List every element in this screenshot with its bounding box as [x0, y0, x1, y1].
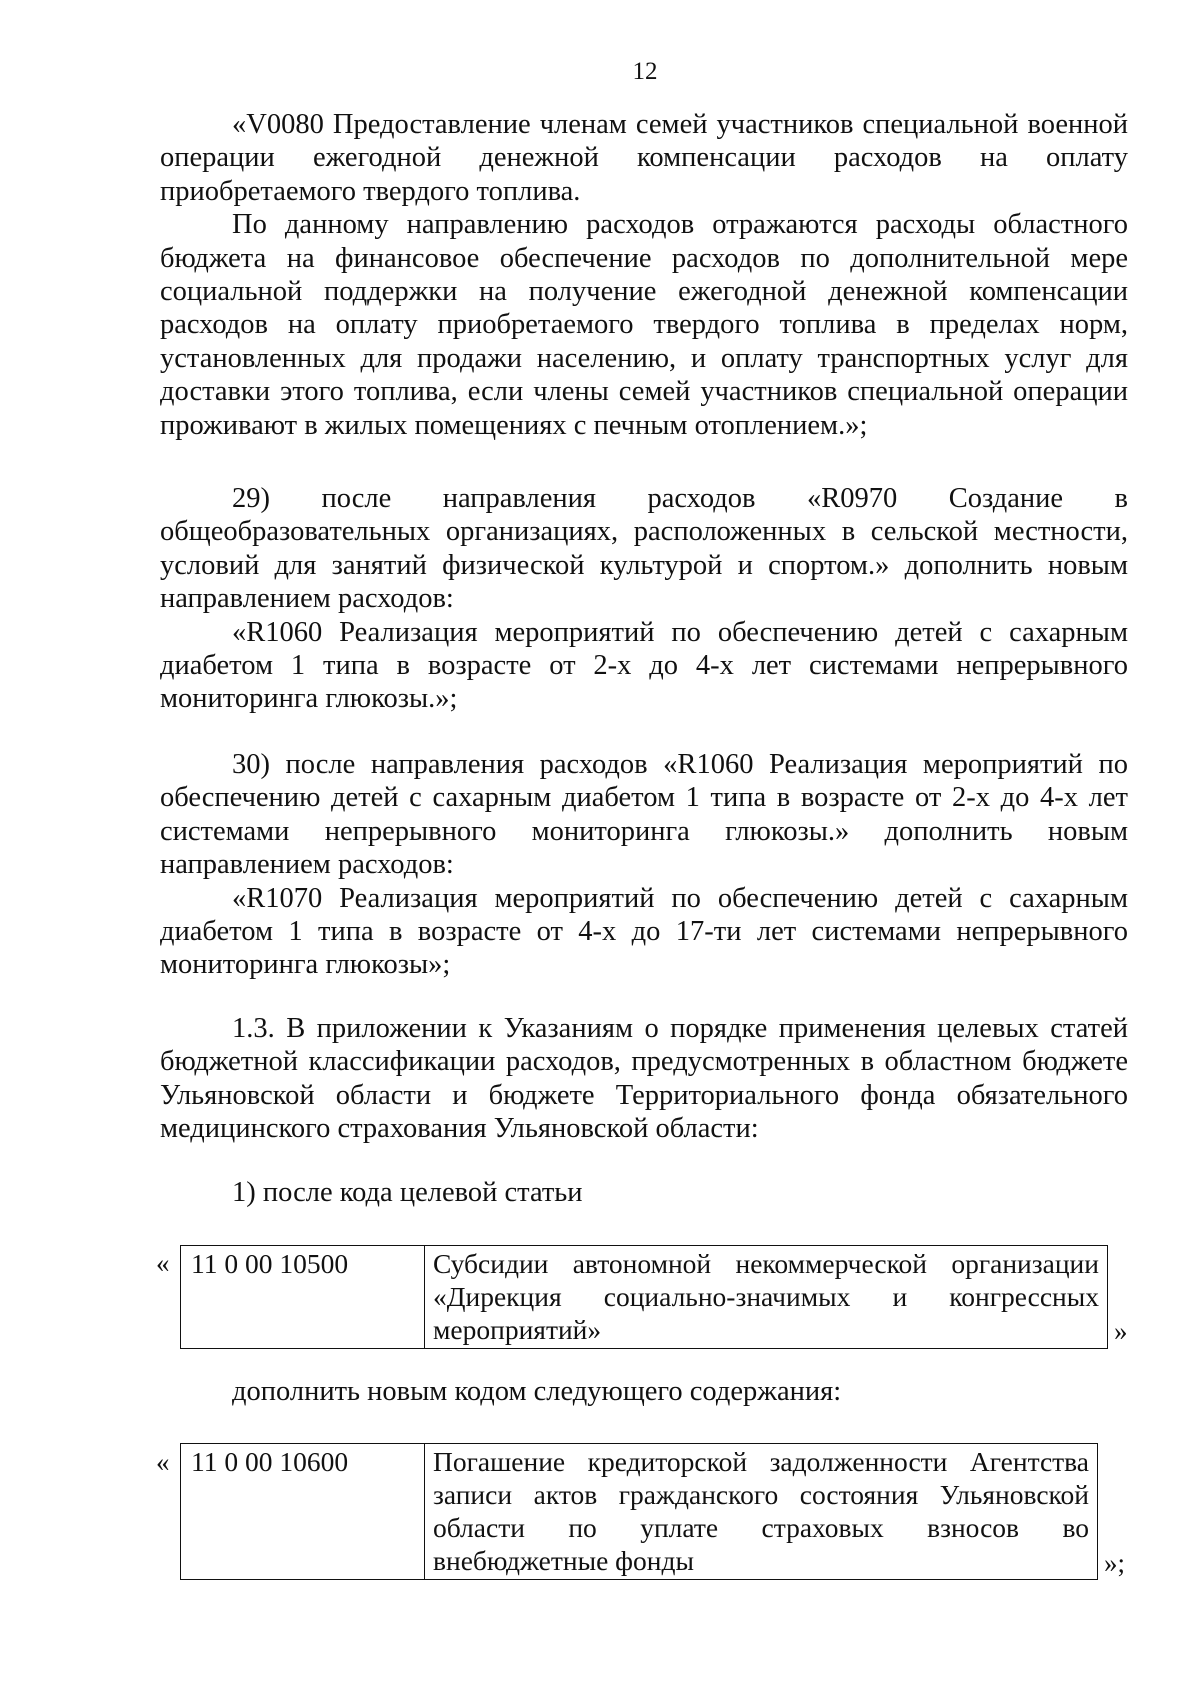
target-article-code: 11 0 00 10500: [181, 1246, 425, 1349]
subitem-1: [160, 1176, 1128, 1209]
table2-open-quote: «: [156, 1447, 170, 1477]
code-table-new: [180, 1443, 1098, 1580]
paragraph-v0080: [160, 108, 1128, 442]
item-30-new-direction: «R1070 Реализация мероприятий по обеспечению детей с сахарным диабетом 1 типа в возрасте от 4-х до 17-ти лет системами непрерывного мониторинга глюкозы»;: [160, 882, 1128, 981]
description-line: записи актов гражданского состояния Ульяновской: [433, 1479, 1089, 1510]
description-line: «Дирекция социально-значимых и конгрессных: [433, 1281, 1099, 1312]
target-article-description: [425, 1246, 1108, 1349]
paragraph-v0080-title: «V0080 Предоставление членам семей участников специальной военной операции ежегодной денежной компенсации расходов на оплату приобретаемого твердого топлива.: [160, 109, 1128, 207]
table1-open-quote: «: [156, 1248, 170, 1278]
table1-close-quote: »: [1114, 1316, 1128, 1346]
item-29-text: 29) после направления расходов «R0970 Создание в общеобразовательных организациях, расположенных в сельской местности, условий для занятий физической культурой и спортом.» дополнить новым направлением расходов:: [160, 483, 1128, 615]
code-table-existing: [180, 1245, 1108, 1349]
table2-close-quote: »;: [1104, 1548, 1126, 1578]
new-target-article-code: 11 0 00 10600: [181, 1444, 425, 1580]
instruction: [160, 1375, 1128, 1408]
description-line: мероприятий»: [433, 1314, 602, 1345]
subitem-1-text: 1) после кода целевой статьи: [232, 1177, 583, 1208]
description-line: области по уплате страховых взносов во: [433, 1512, 1089, 1543]
item-29: [160, 482, 1128, 716]
new-target-article-description: [425, 1444, 1098, 1580]
item-30: [160, 748, 1128, 982]
paragraph-v0080-description: По данному направлению расходов отражаются расходы областного бюджета на финансовое обеспечение расходов по дополнительной мере социальной поддержки на получение ежегодной денежной компенсации расходов на оплату приобретаемого твердого топлива в пределах норм, установленных для продажи населению, и оплату транспортных услуг для доставки этого топлива, если члены семей участников специальной операции проживают в жилых помещениях с печным отоплением.»;: [160, 209, 1128, 441]
description-line: Погашение кредиторской задолженности Агентства: [433, 1446, 1089, 1477]
table-row: [181, 1444, 1098, 1580]
table-row: [181, 1246, 1108, 1349]
section-1-3: [160, 1012, 1128, 1146]
item-30-text: 30) после направления расходов «R1060 Реализация мероприятий по обеспечению детей с сахарным диабетом 1 типа в возрасте от 2-х до 4-х лет системами непрерывного мониторинга глюкозы.» дополнить новым направлением расходов:: [160, 749, 1128, 881]
description-line: внебюджетные фонды: [433, 1545, 694, 1576]
section-1-3-text: 1.3. В приложении к Указаниям о порядке применения целевых статей бюджетной классификации расходов, предусмотренных в областном бюджете Ульяновской области и бюджете Территориального фонда обязательного медицинского страхования Ульяновской области:: [160, 1013, 1128, 1145]
item-29-new-direction: «R1060 Реализация мероприятий по обеспечению детей с сахарным диабетом 1 типа в возрасте от 2-х до 4-х лет системами непрерывного мониторинга глюкозы.»;: [160, 616, 1128, 715]
page-number: 12: [632, 58, 658, 85]
description-line: Субсидии автономной некоммерческой организации: [433, 1248, 1099, 1279]
instruction-text: дополнить новым кодом следующего содержания:: [232, 1376, 842, 1407]
